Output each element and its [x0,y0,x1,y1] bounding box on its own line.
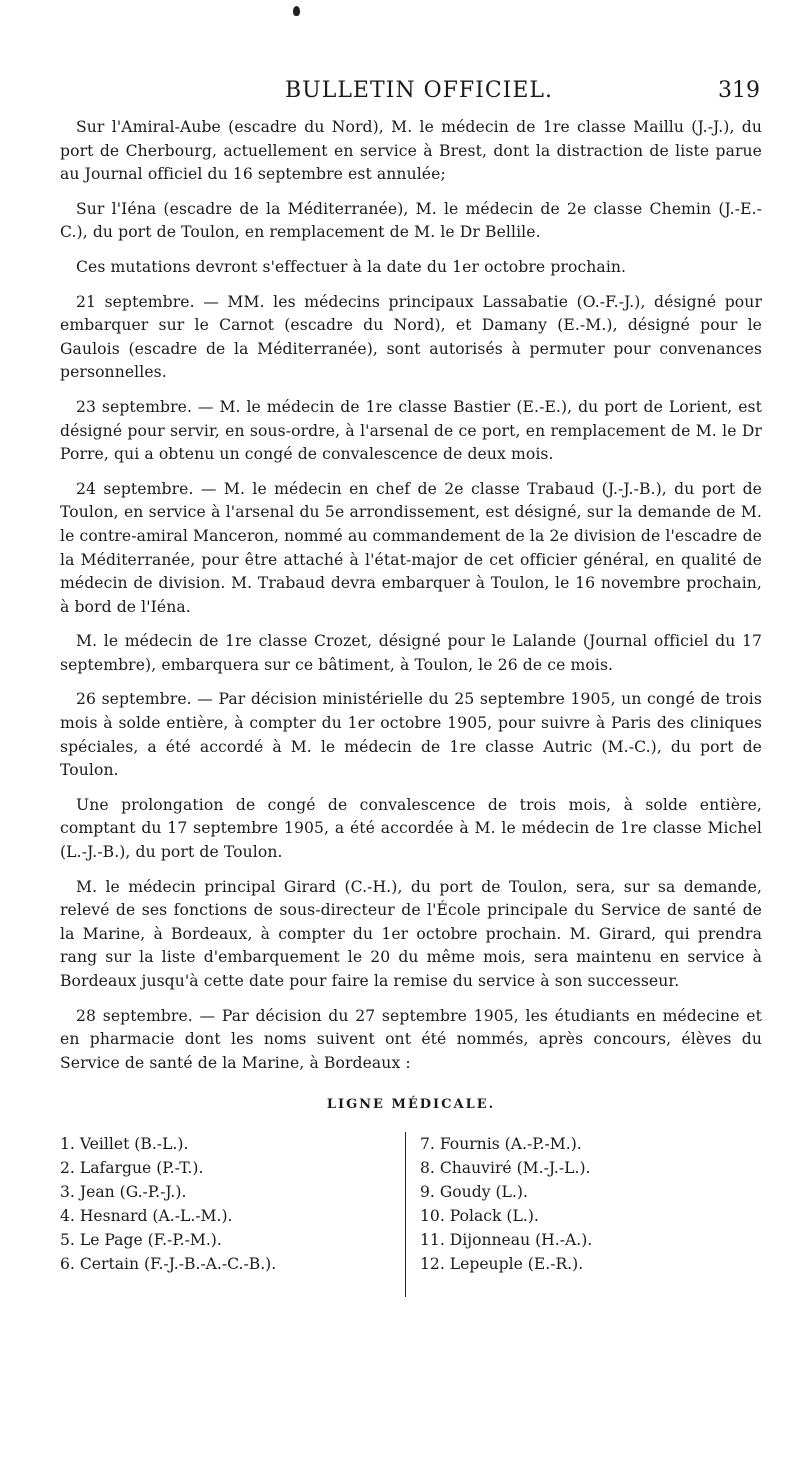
list-item: 6. Certain (F.-J.-B.-A.-C.-B.). [60,1255,277,1274]
page-header [60,78,760,110]
running-title: BULLETIN OFFICIEL. [285,78,554,103]
list-left [60,1132,360,1276]
ink-speck [293,6,300,16]
paragraph: 23 septembre. — M. le médecin de 1re classe Bastier (E.-E.), du port de Lorient, est désigné pour servir, en sous-ordre, à l'arsenal de ce port, en remplacement de M. le Dr Porre, qui a obtenu un congé de convalescence de deux mois. [60,397,762,464]
paragraph: Une prolongation de congé de convalescence de trois mois, à solde entière, comptant du 17 septembre 1905, a été accordée à M. le médecin de 1re classe Michel (L.-J.-B.), du port de Toulon. [60,795,762,862]
paragraph: 21 septembre. — MM. les médecins principaux Lassabatie (O.-F.-J.), désigné pour embarquer sur le Carnot (escadre du Nord), et Damany (E.-M.), désigné pour le Gaulois (escadre de la Méditerranée), sont autorisés à permuter pour convenances personnelles. [60,292,762,382]
paragraph: Sur l'Amiral-Aube (escadre du Nord), M. le médecin de 1re classe Maillu (J.-J.), du port de Cherbourg, actuellement en service à Brest, dont la distraction de liste parue au Journal officiel du 16 septembre est annulée; [60,118,762,184]
list-item: 7. Fournis (A.-P.-M.). [420,1135,582,1154]
list-item: 1. Veillet (B.-L.). [60,1135,189,1154]
section-title: LIGNE MÉDICALE. [326,1097,496,1113]
document-body [60,116,762,1292]
list-item: 12. Lepeuple (E.-R.). [420,1255,584,1274]
list-right [405,1132,720,1297]
paragraph: 26 septembre. — Par décision ministérielle du 25 septembre 1905, un congé de trois mois à solde entière, à compter du 1er octobre 1905, pour suivre à Paris des cliniques spéciales, a été accordé à M. le médecin de 1re classe Autric (M.-C.), du port de Toulon. [60,690,762,780]
paragraph: M. le médecin principal Girard (C.-H.), du port de Toulon, sera, sur sa demande, relevé de ses fonctions de sous-directeur de l'École principale du Service de santé de la Marine, à Bordeaux, à compter du 1er octobre prochain. M. Girard, qui prendra rang sur la liste d'embarquement le 20 du même mois, sera maintenu en service à Bordeaux jusqu'à cette date pour faire la remise du service à son successeur. [60,877,762,990]
list-item: 11. Dijonneau (H.-A.). [420,1231,593,1250]
page-number: 319 [718,78,760,103]
paragraph: 24 septembre. — M. le médecin en chef de 2e classe Trabaud (J.-J.-B.), du port de Toulon, en service à l'arsenal du 5e arrondissement, est désigné, sur la demande de M. le contre-amiral Manceron, nommé au commandement de la 2e division de l'escadre de la Méditerranée, pour être attaché à l'état-major de cet officier général, en qualité de médecin de division. M. Trabaud devra embarquer à Toulon, le 16 novembre prochain, à bord de l'Iéna. [60,479,762,616]
list-item: 9. Goudy (L.). [420,1183,528,1202]
student-lists [60,1132,762,1292]
list-item: 4. Hesnard (A.-L.-M.). [60,1207,233,1226]
list-item: 8. Chauviré (M.-J.-L.). [420,1159,591,1178]
list-item: 3. Jean (G.-P.-J.). [60,1183,187,1202]
paragraph: M. le médecin de 1re classe Crozet, désigné pour le Lalande (Journal officiel du 17 septembre), embarquera sur ce bâtiment, à Toulon, le 26 de ce mois. [60,632,762,674]
list-item: 5. Le Page (F.-P.-M.). [60,1231,222,1250]
list-item: 2. Lafargue (P.-T.). [60,1159,204,1178]
paragraph: 28 septembre. — Par décision du 27 septembre 1905, les étudiants en médecine et en pharmacie dont les noms suivent ont été nommés, après concours, élèves du Service de santé de la Marine, à Bordeaux : [60,1006,762,1072]
list-item: 10. Polack (L.). [420,1207,539,1226]
paragraph: Sur l'Iéna (escadre de la Méditerranée), M. le médecin de 2e classe Chemin (J.-E.-C.), du port de Toulon, en remplacement de M. le Dr Bellile. [60,199,762,242]
paragraph: Ces mutations devront s'effectuer à la date du 1er octobre prochain. [76,257,627,276]
